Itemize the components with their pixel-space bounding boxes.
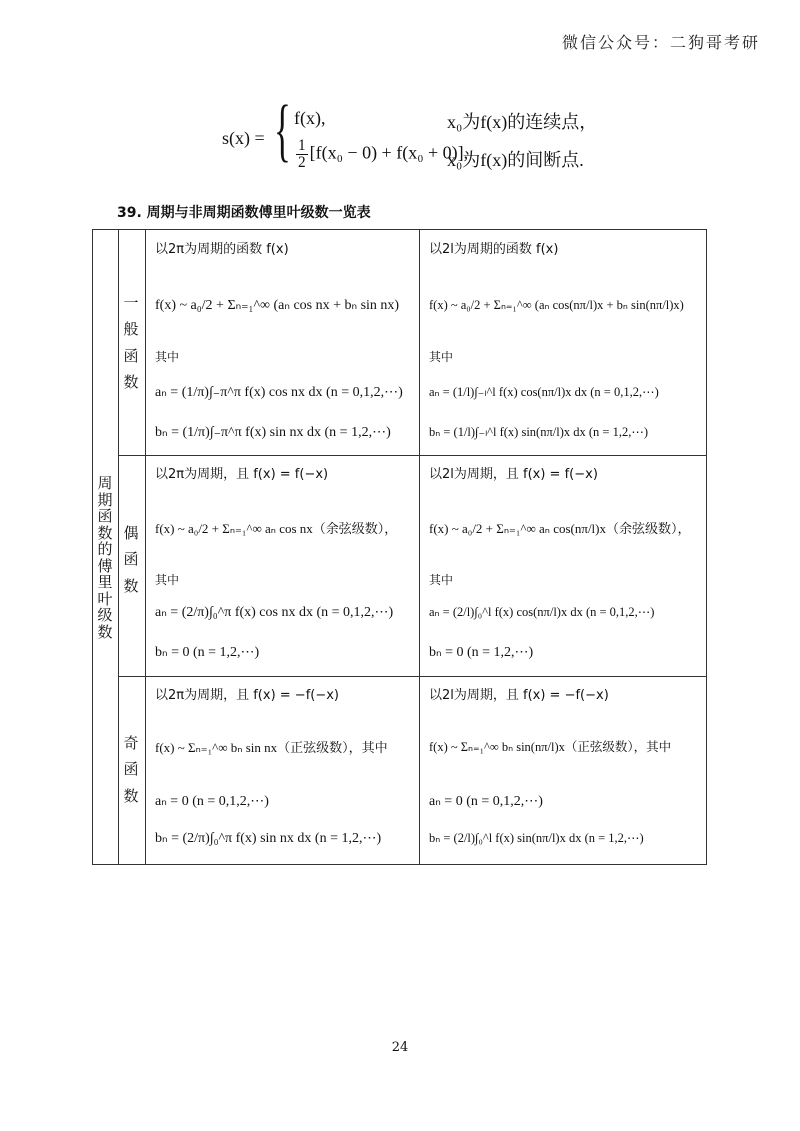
cell-header: 以2π为周期的函数 f(x) [155, 242, 289, 257]
series-formula: f(x) ~ a₀/2 + Σₙ₌₁^∞ (aₙ cos nx + bₙ sin nx) [155, 298, 400, 313]
cell-header: 以2l为周期，且 f(x) = f(−x) [429, 467, 598, 482]
coef-a-formula: aₙ = (2/l)∫₀^l f(x) cos(nπ/l)x dx (n = 0,1,2,⋯) [429, 605, 655, 619]
coef-a-formula: aₙ = (2/π)∫₀^π f(x) cos nx dx (n = 0,1,2,⋯) [155, 605, 394, 620]
section-title: 39. 周期与非周期函数傅里叶级数一览表 [117, 205, 371, 221]
where-label: 其中 [429, 350, 454, 364]
cell-even-2pi [145, 455, 419, 676]
piecewise-formula [222, 92, 642, 180]
cell-header: 以2l为周期的函数 f(x) [429, 242, 559, 257]
table-rule [118, 230, 119, 864]
where-label: 其中 [155, 350, 180, 364]
formula-case-1: f(x), [294, 108, 326, 128]
where-label: 其中 [155, 573, 180, 587]
cell-odd-2l [419, 676, 706, 864]
formula-lhs: s(x) = [222, 128, 265, 148]
side-label: 周期函数的傅里叶级数 [97, 474, 113, 641]
series-formula: f(x) ~ Σₙ₌₁^∞ bₙ sin nx（正弦级数），其中 [155, 740, 388, 755]
coef-b-formula: bₙ = 0 (n = 1,2,⋯) [429, 645, 534, 660]
cell-header: 以2π为周期，且 f(x) = −f(−x) [155, 688, 339, 703]
cell-general-2pi [145, 230, 419, 455]
coef-a-formula: aₙ = 0 (n = 0,1,2,⋯) [155, 794, 269, 809]
coef-a-formula: aₙ = (1/l)∫₋ₗ^l f(x) cos(nπ/l)x dx (n = 0,1,2,⋯) [429, 385, 659, 399]
coef-a-formula: aₙ = 0 (n = 0,1,2,⋯) [429, 794, 543, 809]
formula-condition-1: x₀为f(x)的连续点， [447, 112, 598, 132]
cell-header: 以2π为周期，且 f(x) = f(−x) [155, 467, 329, 482]
series-formula: f(x) ~ a₀/2 + Σₙ₌₁^∞ aₙ cos(nπ/l)x（余弦级数）， [429, 521, 691, 536]
series-formula: f(x) ~ a₀/2 + Σₙ₌₁^∞ aₙ cos nx（余弦级数）， [155, 521, 398, 536]
where-label: 其中 [429, 573, 454, 587]
coef-b-formula: bₙ = 0 (n = 1,2,⋯) [155, 645, 260, 660]
formula-condition-2: x₀为f(x)的间断点. [447, 150, 584, 170]
coef-b-formula: bₙ = (1/l)∫₋ₗ^l f(x) sin(nπ/l)x dx (n = 1,2,⋯) [429, 425, 649, 439]
cell-even-2l [419, 455, 706, 676]
table-rule [92, 230, 93, 864]
cell-header: 以2l为周期，且 f(x) = −f(−x) [429, 688, 609, 703]
cell-odd-2pi [145, 676, 419, 864]
row-label-even: 偶函数 [123, 524, 139, 595]
row-label-general: 一般函数 [123, 294, 139, 391]
formula-case-2-text: [f(x₀ − 0) + f(x₀ + 0)], [309, 142, 469, 163]
fourier-series-table [92, 229, 707, 865]
coef-b-formula: bₙ = (2/π)∫₀^π f(x) sin nx dx (n = 1,2,⋯) [155, 831, 382, 846]
coef-a-formula: aₙ = (1/π)∫₋π^π f(x) cos nx dx (n = 0,1,2,⋯) [155, 385, 403, 400]
formula-brace: { [274, 92, 291, 169]
row-label-odd: 奇函数 [123, 734, 139, 805]
formula-case-2: $\frac{1}{2}$ [f(x₀ − 0) + f(x₀ + 0)], [298, 137, 469, 172]
watermark: 微信公众号：二狗哥考研 [561, 33, 760, 52]
series-formula: f(x) ~ a₀/2 + Σₙ₌₁^∞ (aₙ cos(nπ/l)x + bₙ sin(nπ/l)x) [429, 298, 684, 312]
coef-b-formula: bₙ = (1/π)∫₋π^π f(x) sin nx dx (n = 1,2,⋯) [155, 425, 391, 440]
series-formula: f(x) ~ Σₙ₌₁^∞ bₙ sin(nπ/l)x（正弦级数），其中 [429, 740, 672, 754]
table-rule [706, 230, 707, 864]
cell-general-2l [419, 230, 706, 455]
coef-b-formula: bₙ = (2/l)∫₀^l f(x) sin(nπ/l)x dx (n = 1,2,⋯) [429, 831, 644, 845]
page-number: 24 [391, 1040, 409, 1055]
